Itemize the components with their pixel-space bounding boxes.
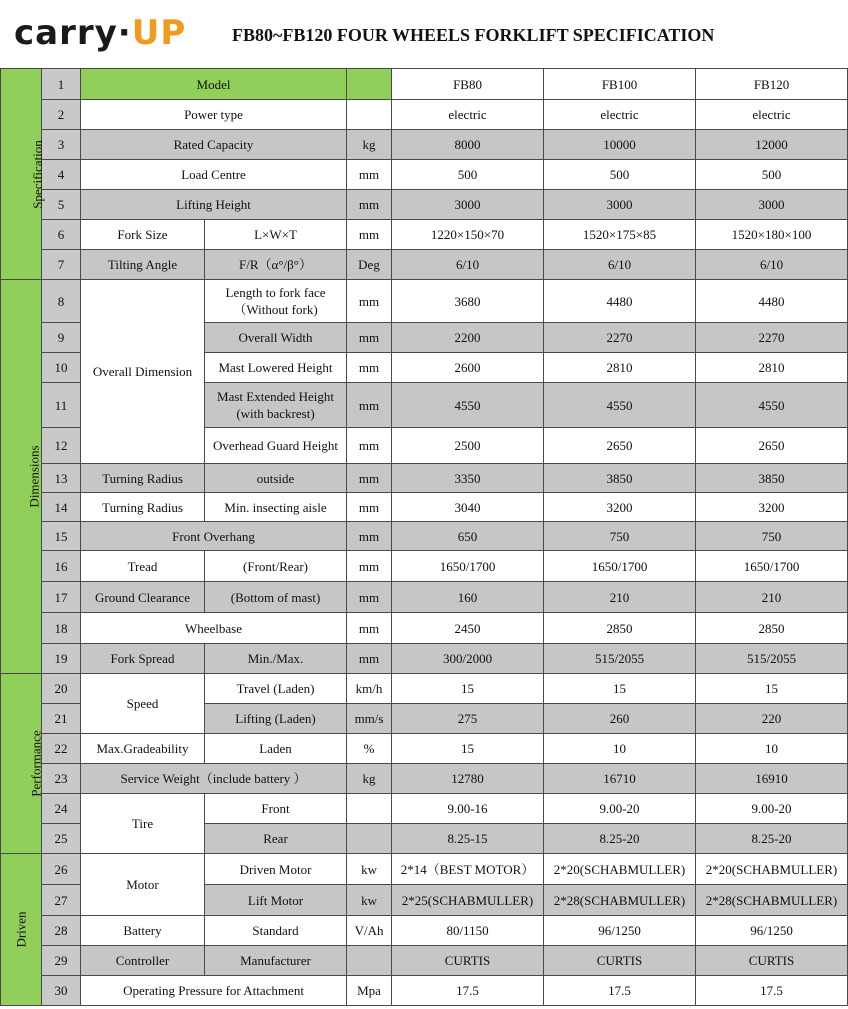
row-number: 2 <box>42 100 81 130</box>
value-cell: CURTIS <box>696 946 848 976</box>
value-cell: 2*25(SCHABMULLER) <box>392 885 544 916</box>
row-label: Ground Clearance <box>81 582 205 613</box>
row-number: 5 <box>42 190 81 220</box>
value-cell: 500 <box>544 160 696 190</box>
spec-table <box>0 68 848 1006</box>
table-row <box>1 734 848 764</box>
row-sublabel: Travel (Laden) <box>205 674 347 704</box>
row-label: Fork Size <box>81 220 205 250</box>
value-cell: 8.25-20 <box>696 824 848 854</box>
unit-cell: mm <box>347 383 392 428</box>
table-row <box>1 493 848 522</box>
value-cell: 6/10 <box>392 250 544 280</box>
value-cell: 160 <box>392 582 544 613</box>
row-label: Tilting Angle <box>81 250 205 280</box>
row-label: Max.Gradeability <box>81 734 205 764</box>
row-label: Lifting Height <box>81 190 347 220</box>
value-cell: 1650/1700 <box>392 551 544 582</box>
unit-cell: % <box>347 734 392 764</box>
value-cell: 10000 <box>544 130 696 160</box>
row-label: Tread <box>81 551 205 582</box>
value-cell: electric <box>696 100 848 130</box>
value-cell: 96/1250 <box>544 916 696 946</box>
value-cell: 8.25-20 <box>544 824 696 854</box>
table-row <box>1 582 848 613</box>
unit-cell: mm <box>347 644 392 674</box>
value-cell: 2850 <box>696 613 848 644</box>
row-number: 21 <box>42 704 81 734</box>
value-cell: 4480 <box>544 280 696 323</box>
unit-cell: mm <box>347 522 392 551</box>
row-number: 19 <box>42 644 81 674</box>
value-cell: electric <box>544 100 696 130</box>
value-cell: 500 <box>696 160 848 190</box>
value-cell: 650 <box>392 522 544 551</box>
row-number: 26 <box>42 854 81 885</box>
row-label: Turning Radius <box>81 493 205 522</box>
row-sublabel: Standard <box>205 916 347 946</box>
row-sublabel: L×W×T <box>205 220 347 250</box>
value-cell: 17.5 <box>544 976 696 1006</box>
table-row <box>1 130 848 160</box>
row-sublabel: Min./Max. <box>205 644 347 674</box>
table-row <box>1 916 848 946</box>
section-label-driven: Driven <box>1 854 42 1006</box>
value-cell: 96/1250 <box>696 916 848 946</box>
unit-cell: Deg <box>347 250 392 280</box>
unit-cell: mm <box>347 220 392 250</box>
value-cell: 4550 <box>544 383 696 428</box>
value-cell: 300/2000 <box>392 644 544 674</box>
unit-cell <box>347 946 392 976</box>
value-cell: 2*28(SCHABMULLER) <box>696 885 848 916</box>
value-cell: 2810 <box>696 353 848 383</box>
model-label: Model <box>81 69 347 100</box>
table-row <box>1 280 848 323</box>
row-number: 22 <box>42 734 81 764</box>
value-cell: CURTIS <box>544 946 696 976</box>
value-cell: 2650 <box>696 428 848 464</box>
value-cell: 210 <box>696 582 848 613</box>
logo-accent: UP <box>131 13 187 53</box>
row-number: 12 <box>42 428 81 464</box>
table-row <box>1 644 848 674</box>
unit-cell: Mpa <box>347 976 392 1006</box>
value-cell: 16710 <box>544 764 696 794</box>
value-cell: 2810 <box>544 353 696 383</box>
row-number: 8 <box>42 280 81 323</box>
row-sublabel: outside <box>205 464 347 493</box>
value-cell: 2*20(SCHABMULLER) <box>544 854 696 885</box>
value-cell: 17.5 <box>392 976 544 1006</box>
row-sublabel: (Bottom of mast) <box>205 582 347 613</box>
value-cell: 12000 <box>696 130 848 160</box>
value-cell: 2*20(SCHABMULLER) <box>696 854 848 885</box>
table-row <box>1 100 848 130</box>
unit-cell: mm <box>347 428 392 464</box>
unit-cell <box>347 824 392 854</box>
value-cell: 210 <box>544 582 696 613</box>
row-sublabel: Front <box>205 794 347 824</box>
value-cell: 3850 <box>544 464 696 493</box>
row-label: Tire <box>81 794 205 854</box>
table-row <box>1 674 848 704</box>
row-label: Service Weight（include battery ） <box>81 764 347 794</box>
unit-cell: kw <box>347 854 392 885</box>
row-label: Controller <box>81 946 205 976</box>
row-label: Power type <box>81 100 347 130</box>
logo-text: carry· <box>14 13 132 53</box>
row-sublabel: Rear <box>205 824 347 854</box>
row-label: Wheelbase <box>81 613 347 644</box>
table-row <box>1 854 848 885</box>
value-cell: 2650 <box>544 428 696 464</box>
table-row <box>1 522 848 551</box>
row-number: 9 <box>42 323 81 353</box>
row-sublabel: Manufacturer <box>205 946 347 976</box>
value-cell: 515/2055 <box>696 644 848 674</box>
section-label-dimensions: Dimensions <box>1 280 42 674</box>
value-cell: 17.5 <box>696 976 848 1006</box>
value-cell: 9.00-20 <box>544 794 696 824</box>
row-label: Battery <box>81 916 205 946</box>
value-cell: 6/10 <box>696 250 848 280</box>
row-label: Front Overhang <box>81 522 347 551</box>
value-cell: 8.25-15 <box>392 824 544 854</box>
value-cell: 10 <box>544 734 696 764</box>
value-cell: 750 <box>544 522 696 551</box>
unit-cell: mm <box>347 323 392 353</box>
row-sublabel: Laden <box>205 734 347 764</box>
row-number: 3 <box>42 130 81 160</box>
row-label: Fork Spread <box>81 644 205 674</box>
table-row <box>1 160 848 190</box>
value-cell: 15 <box>392 734 544 764</box>
model-fb120: FB120 <box>696 69 848 100</box>
unit-cell: kw <box>347 885 392 916</box>
value-cell: 2200 <box>392 323 544 353</box>
value-cell: CURTIS <box>392 946 544 976</box>
value-cell: 9.00-16 <box>392 794 544 824</box>
unit-cell <box>347 794 392 824</box>
unit-cell: mm <box>347 280 392 323</box>
row-sublabel: Lift Motor <box>205 885 347 916</box>
row-label: Rated Capacity <box>81 130 347 160</box>
row-number: 13 <box>42 464 81 493</box>
unit-cell <box>347 100 392 130</box>
value-cell: 16910 <box>696 764 848 794</box>
unit-cell: kg <box>347 764 392 794</box>
value-cell: 2*28(SCHABMULLER) <box>544 885 696 916</box>
row-label: Load Centre <box>81 160 347 190</box>
model-fb80: FB80 <box>392 69 544 100</box>
row-number: 4 <box>42 160 81 190</box>
row-number: 25 <box>42 824 81 854</box>
value-cell: 2600 <box>392 353 544 383</box>
row-sublabel: Driven Motor <box>205 854 347 885</box>
value-cell: 1650/1700 <box>696 551 848 582</box>
value-cell: 3850 <box>696 464 848 493</box>
unit-cell: mm <box>347 353 392 383</box>
model-fb100: FB100 <box>544 69 696 100</box>
row-number: 17 <box>42 582 81 613</box>
row-number: 10 <box>42 353 81 383</box>
page-header <box>0 0 847 68</box>
value-cell: 15 <box>696 674 848 704</box>
row-number: 6 <box>42 220 81 250</box>
row-sublabel: F/R（α°/β°） <box>205 250 347 280</box>
value-cell: 1650/1700 <box>544 551 696 582</box>
unit-cell: mm/s <box>347 704 392 734</box>
unit-cell: kg <box>347 130 392 160</box>
row-number: 14 <box>42 493 81 522</box>
document-title: FB80~FB120 FOUR WHEELS FORKLIFT SPECIFICATION <box>232 25 715 45</box>
value-cell: 2450 <box>392 613 544 644</box>
table-row <box>1 464 848 493</box>
row-number: 16 <box>42 551 81 582</box>
section-label-performance: Performance <box>1 674 42 854</box>
value-cell: 4480 <box>696 280 848 323</box>
value-cell: 1220×150×70 <box>392 220 544 250</box>
value-cell: 220 <box>696 704 848 734</box>
value-cell: 2500 <box>392 428 544 464</box>
row-sublabel: Lifting (Laden) <box>205 704 347 734</box>
table-row <box>1 613 848 644</box>
value-cell: 2*14（BEST MOTOR） <box>392 854 544 885</box>
row-number: 1 <box>42 69 81 100</box>
value-cell: 15 <box>544 674 696 704</box>
value-cell: 10 <box>696 734 848 764</box>
table-row <box>1 794 848 824</box>
value-cell: 15 <box>392 674 544 704</box>
unit-cell <box>347 69 392 100</box>
unit-cell: mm <box>347 551 392 582</box>
unit-cell: mm <box>347 190 392 220</box>
value-cell: 3040 <box>392 493 544 522</box>
value-cell: 4550 <box>392 383 544 428</box>
row-number: 20 <box>42 674 81 704</box>
row-number: 23 <box>42 764 81 794</box>
value-cell: 4550 <box>696 383 848 428</box>
row-number: 27 <box>42 885 81 916</box>
unit-cell: V/Ah <box>347 916 392 946</box>
row-label: Overall Dimension <box>81 280 205 464</box>
value-cell: 3000 <box>392 190 544 220</box>
row-number: 30 <box>42 976 81 1006</box>
row-label: Turning Radius <box>81 464 205 493</box>
row-number: 11 <box>42 383 81 428</box>
value-cell: 3000 <box>544 190 696 220</box>
value-cell: 1520×180×100 <box>696 220 848 250</box>
table-row <box>1 764 848 794</box>
row-label: Speed <box>81 674 205 734</box>
value-cell: 2270 <box>544 323 696 353</box>
value-cell: 500 <box>392 160 544 190</box>
value-cell: 3000 <box>696 190 848 220</box>
unit-cell: mm <box>347 582 392 613</box>
table-row <box>1 946 848 976</box>
value-cell: 3680 <box>392 280 544 323</box>
value-cell: 3350 <box>392 464 544 493</box>
value-cell: 8000 <box>392 130 544 160</box>
unit-cell: km/h <box>347 674 392 704</box>
value-cell: 9.00-20 <box>696 794 848 824</box>
table-row <box>1 220 848 250</box>
table-row <box>1 976 848 1006</box>
row-number: 28 <box>42 916 81 946</box>
unit-cell: mm <box>347 160 392 190</box>
table-row <box>1 69 848 100</box>
row-number: 15 <box>42 522 81 551</box>
value-cell: 80/1150 <box>392 916 544 946</box>
row-number: 24 <box>42 794 81 824</box>
row-number: 29 <box>42 946 81 976</box>
row-sublabel: Length to fork face（Without fork) <box>205 280 347 323</box>
value-cell: 750 <box>696 522 848 551</box>
row-sublabel: Min. insecting aisle <box>205 493 347 522</box>
unit-cell: mm <box>347 613 392 644</box>
row-number: 7 <box>42 250 81 280</box>
value-cell: 515/2055 <box>544 644 696 674</box>
table-row <box>1 190 848 220</box>
row-sublabel: (Front/Rear) <box>205 551 347 582</box>
value-cell: electric <box>392 100 544 130</box>
unit-cell: mm <box>347 464 392 493</box>
row-sublabel: Overhead Guard Height <box>205 428 347 464</box>
table-row <box>1 551 848 582</box>
value-cell: 2850 <box>544 613 696 644</box>
row-label: Motor <box>81 854 205 916</box>
value-cell: 12780 <box>392 764 544 794</box>
value-cell: 1520×175×85 <box>544 220 696 250</box>
value-cell: 3200 <box>696 493 848 522</box>
value-cell: 275 <box>392 704 544 734</box>
unit-cell: mm <box>347 493 392 522</box>
value-cell: 2270 <box>696 323 848 353</box>
value-cell: 260 <box>544 704 696 734</box>
row-number: 18 <box>42 613 81 644</box>
table-row <box>1 250 848 280</box>
row-label: Operating Pressure for Attachment <box>81 976 347 1006</box>
row-sublabel: Mast Lowered Height <box>205 353 347 383</box>
row-sublabel: Overall Width <box>205 323 347 353</box>
brand-logo <box>14 10 186 56</box>
section-label-specification: Specification <box>1 69 42 280</box>
row-sublabel: Mast Extended Height (with backrest) <box>205 383 347 428</box>
value-cell: 6/10 <box>544 250 696 280</box>
value-cell: 3200 <box>544 493 696 522</box>
